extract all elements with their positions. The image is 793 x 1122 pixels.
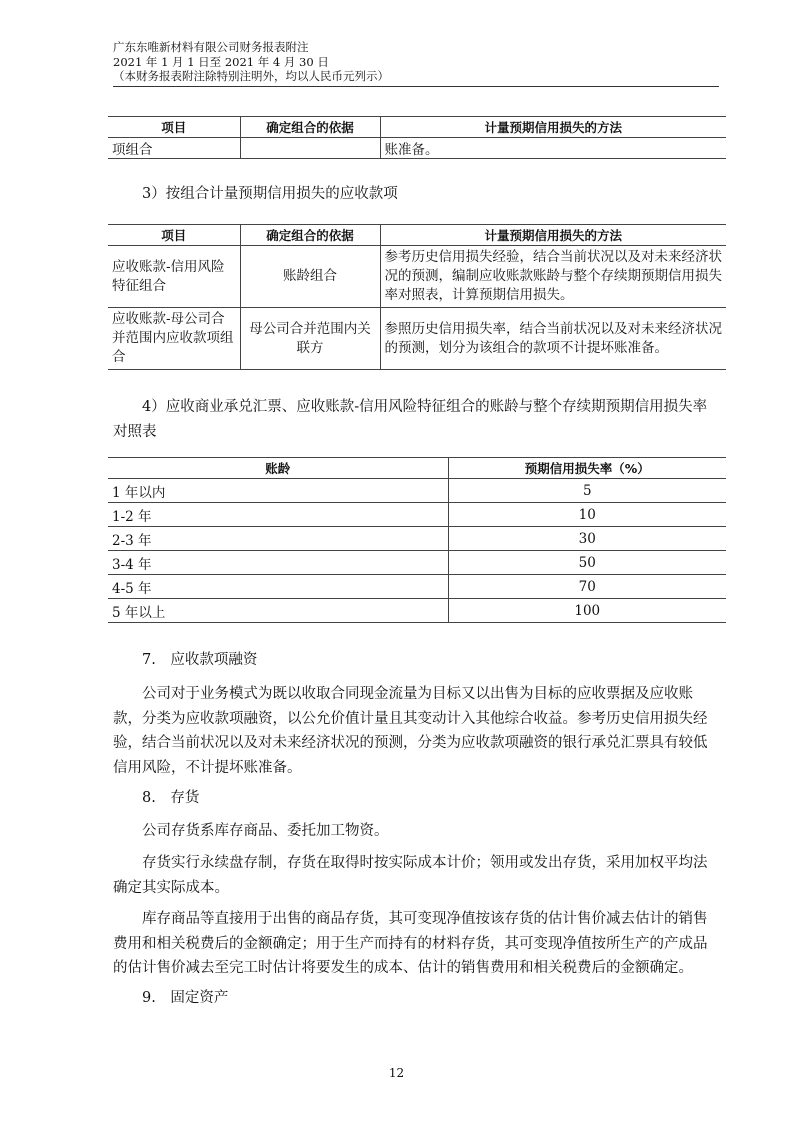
section-7-body: 公司对于业务模式为既以收取合同现金流量为目标又以出售为目标的应收票据及应收账款，分类为应收款项融资，以公允价值计量且其变动计入其他综合收益。参考历史信用损失经验，结合当前状况以及对未来经济状况的预测，分类为应收款项融资的银行承兑汇票具有较低信用风险，不计提坏账准备。 <box>113 686 708 776</box>
table-cell: 账龄组合 <box>240 246 380 308</box>
page-number: 12 <box>388 1066 405 1080</box>
section-4-title: 4）应收商业承兑汇票、应收账款-信用风险特征组合的账龄与整个存续期预期信用损失率对照表 <box>113 399 708 440</box>
aging-cell: 4-5 年 <box>108 575 448 599</box>
table-cell <box>240 138 380 159</box>
table-row <box>108 138 726 159</box>
header-company: 广东东唯新材料有限公司财务报表附注 <box>113 40 309 54</box>
section-8-paragraph-1: 公司存货系库存商品、委托加工物资。 <box>142 823 389 839</box>
table-row <box>108 246 726 308</box>
table-cell: 账准备。 <box>380 138 726 159</box>
rate-cell: 5 <box>448 479 726 503</box>
table-header: 计量预期信用损失的方法 <box>380 225 726 246</box>
rate-cell: 70 <box>448 575 726 599</box>
section-7-title: 7. 应收款项融资 <box>142 652 258 668</box>
rate-cell: 10 <box>448 503 726 527</box>
table-row <box>108 599 726 623</box>
section-3-title: 3）按组合计量预期信用损失的应收款项 <box>142 186 398 202</box>
combination-table-continued <box>108 116 726 159</box>
section-8-title: 8. 存货 <box>142 790 200 806</box>
header-rule <box>113 86 719 87</box>
rate-cell: 100 <box>448 599 726 623</box>
table-cell: 母公司合并范围内关联方 <box>240 308 380 370</box>
table-cell: 项组合 <box>108 138 240 159</box>
table-cell: 应收账款-信用风险特征组合 <box>108 246 240 308</box>
table-row <box>108 308 726 370</box>
aging-cell: 2-3 年 <box>108 527 448 551</box>
aging-cell: 3-4 年 <box>108 551 448 575</box>
aging-cell: 1-2 年 <box>108 503 448 527</box>
header-period: 2021 年 1 月 1 日至 2021 年 4 月 30 日 <box>113 54 329 69</box>
table-row <box>108 575 726 599</box>
rate-cell: 50 <box>448 551 726 575</box>
table-header: 项目 <box>108 117 240 138</box>
table-row <box>108 551 726 575</box>
header-note: （本财务报表附注除特别注明外，均以人民币元列示） <box>113 69 389 83</box>
table-row <box>108 479 726 503</box>
table-header: 确定组合的依据 <box>240 117 380 138</box>
aging-rate-table <box>108 457 726 623</box>
table-header: 确定组合的依据 <box>240 225 380 246</box>
table-row <box>108 503 726 527</box>
table-header: 项目 <box>108 225 240 246</box>
table-row <box>108 527 726 551</box>
section-8-paragraph-2: 存货实行永续盘存制，存货在取得时按实际成本计价；领用或发出存货，采用加权平均法确定其实际成本。 <box>113 855 708 896</box>
section-9-title: 9. 固定资产 <box>142 990 229 1006</box>
table-header: 账龄 <box>108 458 448 479</box>
table-cell: 参照历史信用损失率，结合当前状况以及对未来经济状况的预测，划分为该组合的款项不计提坏账准备。 <box>380 308 726 370</box>
table-cell: 应收账款-母公司合并范围内应收款项组合 <box>108 308 240 370</box>
aging-cell: 5 年以上 <box>108 599 448 623</box>
section-8-paragraph-3: 库存商品等直接用于出售的商品存货，其可变现净值按该存货的估计售价减去估计的销售费用和相关税费后的金额确定；用于生产而持有的材料存货，其可变现净值按所生产的产成品的估计售价减去至完工时估计将要发生的成本、估计的销售费用和相关税费后的金额确定。 <box>113 911 708 976</box>
table-cell: 参考历史信用损失经验，结合当前状况以及对未来经济状况的预测，编制应收账款账龄与整个存续期预期信用损失率对照表，计算预期信用损失。 <box>380 246 726 308</box>
table-header: 预期信用损失率（%） <box>448 458 726 479</box>
rate-cell: 30 <box>448 527 726 551</box>
aging-cell: 1 年以内 <box>108 479 448 503</box>
table-header: 计量预期信用损失的方法 <box>380 117 726 138</box>
portfolio-table <box>108 224 726 370</box>
page-header <box>113 40 389 84</box>
